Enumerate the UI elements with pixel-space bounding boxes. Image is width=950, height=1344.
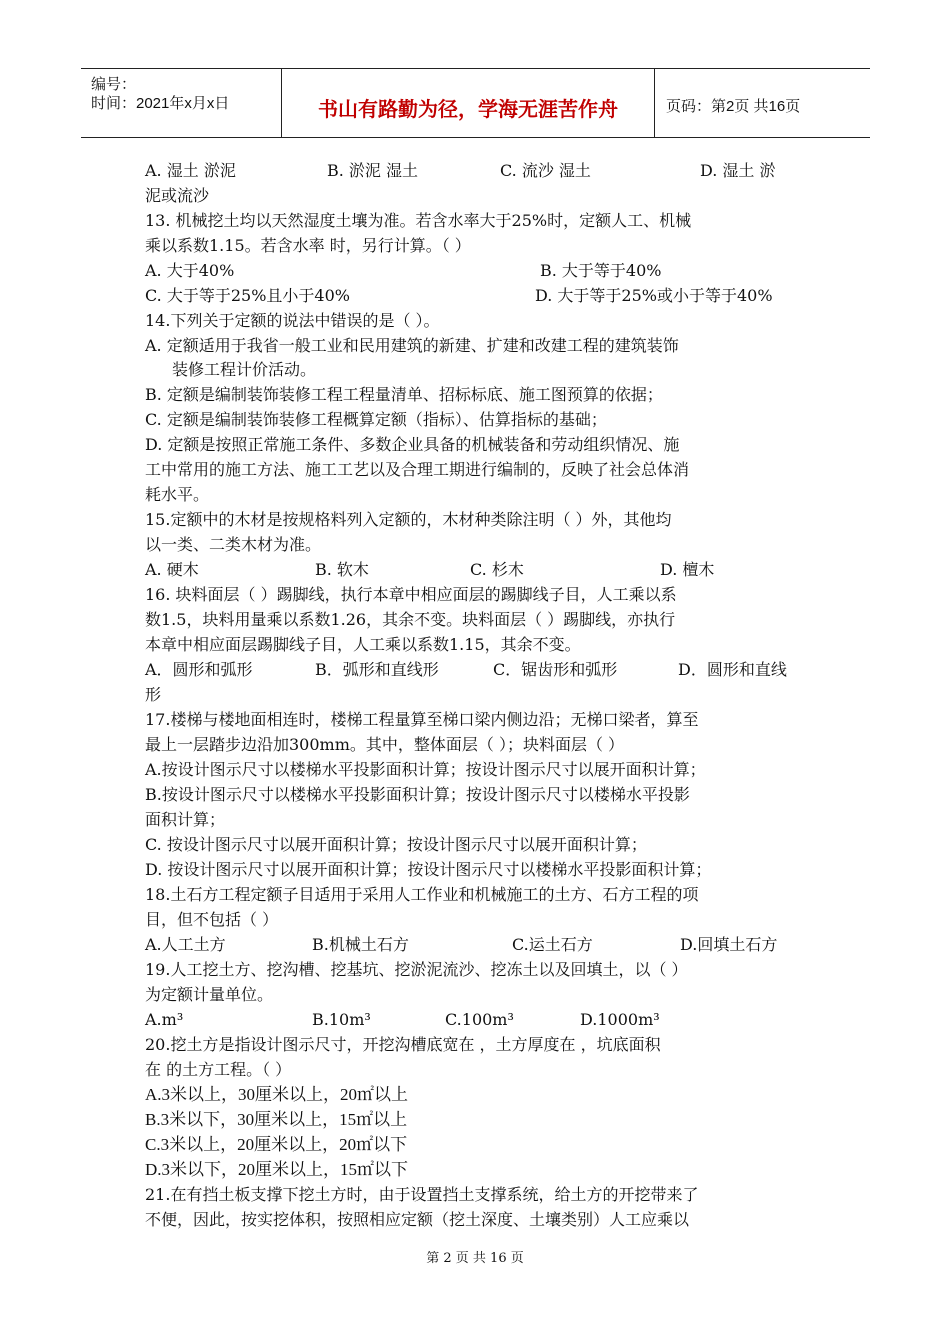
q18-stem-line1: 18.土石方工程定额子目适用于采用人工作业和机械施工的土方、石方工程的项 [145, 885, 699, 904]
q16-option-d-cont: 形 [145, 685, 162, 704]
q12-option-a: A. 湿土 淤泥 [145, 161, 236, 180]
q15-option-c: C. 杉木 [470, 560, 524, 579]
q12-option-d-cont: 泥或流沙 [145, 186, 210, 205]
number-label: 编号： [91, 76, 137, 93]
q21-stem-line2: 不便，因此，按实挖体积，按照相应定额（挖土深度、土壤类别）人工应乘以 [145, 1210, 690, 1229]
q19-stem-line2: 为定额计量单位。 [145, 985, 274, 1004]
q20-option-c: C.3米以上，20厘米以上，20㎡以下 [145, 1135, 408, 1154]
q19-option-d: D.1000m³ [580, 1010, 660, 1029]
page-code: 页码：第2页 共16页 [666, 98, 801, 115]
header-right-cell [654, 69, 870, 137]
q14-option-b: B. 定额是编制装饰装修工程工程量清单、招标标底、施工图预算的依据； [145, 385, 663, 404]
q16-option-b: B．弧形和直线形 [315, 660, 439, 679]
header-motto-cell [281, 69, 655, 137]
q20-option-a: A.3米以上，30厘米以上，20㎡以上 [145, 1085, 409, 1104]
q14-option-c: C. 定额是编制装饰装修工程概算定额（指标）、估算指标的基础； [145, 410, 607, 429]
date-label: 时间：2021年x月x日 [91, 95, 230, 112]
q21-stem-line1: 21.在有挡土板支撑下挖土方时，由于设置挡土支撑系统，给土方的开挖带来了 [145, 1185, 699, 1204]
q18-option-b: B.机械土石方 [312, 935, 409, 954]
q15-option-d: D. 檀木 [660, 560, 715, 579]
q16-option-c: C．锯齿形和弧形 [493, 660, 618, 679]
q12-option-b: B. 淤泥 湿土 [327, 161, 419, 180]
q13-stem-line1: 13. 机械挖土均以天然湿度土壤为准。若含水率大于25%时，定额人工、机械 [145, 211, 692, 230]
q13-option-d: D. 大于等于25%或小于等于40% [535, 286, 773, 305]
q20-option-d: D.3米以下，20厘米以上，15㎡以下 [145, 1160, 409, 1179]
q17-option-d: D. 按设计图示尺寸以展开面积计算；按设计图示尺寸以楼梯水平投影面积计算； [145, 860, 712, 879]
page-header [81, 68, 870, 138]
q14-option-d-line2: 工中常用的施工方法、施工工艺以及合理工期进行编制的，反映了社会总体消 [145, 460, 690, 479]
page-footer: 第 2 页 共 16 页 [426, 1251, 524, 1266]
q14-option-d-line3: 耗水平。 [145, 485, 210, 504]
q16-option-a: A．圆形和弧形 [145, 660, 253, 679]
header-left-cell [81, 69, 281, 137]
q13-option-c: C. 大于等于25%且小于40% [145, 286, 350, 305]
q17-option-a: A.按设计图示尺寸以楼梯水平投影面积计算；按设计图示尺寸以展开面积计算； [145, 760, 706, 779]
q15-stem-line2: 以一类、二类木材为准。 [145, 535, 322, 554]
q19-option-b: B.10m³ [312, 1010, 371, 1029]
q17-option-b-line2: 面积计算； [145, 810, 226, 829]
q16-stem-line2: 数1.5，块料用量乘以系数1.26，其余不变。块料面层（ ）踢脚线，亦执行 [145, 610, 676, 629]
q13-stem-line2: 乘以系数1.15。若含水率 时，另行计算。（ ） [145, 236, 471, 255]
q18-option-a: A.人工土方 [145, 935, 226, 954]
q19-option-a: A.m³ [145, 1010, 184, 1029]
q15-option-b: B. 软木 [315, 560, 369, 579]
q14-option-a-line1: A. 定额适用于我省一般工业和民用建筑的新建、扩建和改建工程的建筑装饰 [145, 336, 679, 355]
q18-option-c: C.运土石方 [512, 935, 593, 954]
q17-stem-line2: 最上一层踏步边沿加300mm。其中，整体面层（ ）；块料面层（ ） [145, 735, 625, 754]
q12-option-d: D. 湿土 淤 [700, 161, 776, 180]
q14-option-d-line1: D. 定额是按照正常施工条件、多数企业具备的机械装备和劳动组织情况、施 [145, 435, 680, 454]
motto-text: 书山有路勤为径，学海无涯苦作舟 [318, 97, 618, 121]
q16-option-d: D．圆形和直线 [678, 660, 787, 679]
q14-stem: 14.下列关于定额的说法中错误的是（ ）。 [145, 311, 440, 330]
q15-option-a: A. 硬木 [145, 560, 199, 579]
q15-stem-line1: 15.定额中的木材是按规格料列入定额的，木材种类除注明（ ）外，其他均 [145, 510, 672, 529]
q17-option-b-line1: B.按设计图示尺寸以楼梯水平投影面积计算；按设计图示尺寸以楼梯水平投影 [145, 785, 690, 804]
q16-stem-line1: 16. 块料面层（ ）踢脚线，执行本章中相应面层的踢脚线子目，人工乘以系 [145, 585, 677, 604]
q19-option-c: C.100m³ [445, 1010, 514, 1029]
q20-option-b: B.3米以下，30厘米以上，15㎡以上 [145, 1110, 408, 1129]
q18-option-d: D.回填土石方 [680, 935, 778, 954]
q18-stem-line2: 目，但不包括（ ） [145, 910, 279, 929]
q13-option-a: A. 大于40% [145, 261, 235, 280]
q20-stem-line1: 20.挖土方是指设计图示尺寸，开挖沟槽底宽在 ，土方厚度在 ，坑底面积 [145, 1035, 661, 1054]
q19-stem-line1: 19.人工挖土方、挖沟槽、挖基坑、挖淤泥流沙、挖冻土以及回填土，以（ ） [145, 960, 688, 979]
q20-stem-line2: 在 的土方工程。（ ） [145, 1060, 292, 1079]
q13-option-b: B. 大于等于40% [540, 261, 662, 280]
q16-stem-line3: 本章中相应面层踢脚线子目，人工乘以系数1.15，其余不变。 [145, 635, 581, 654]
q17-stem-line1: 17.楼梯与楼地面相连时，楼梯工程量算至梯口梁内侧边沿；无梯口梁者，算至 [145, 710, 699, 729]
q14-option-a-line2: 装修工程计价活动。 [172, 360, 317, 379]
q17-option-c: C. 按设计图示尺寸以展开面积计算；按设计图示尺寸以展开面积计算； [145, 835, 647, 854]
q12-option-c: C. 流沙 湿土 [500, 161, 591, 180]
